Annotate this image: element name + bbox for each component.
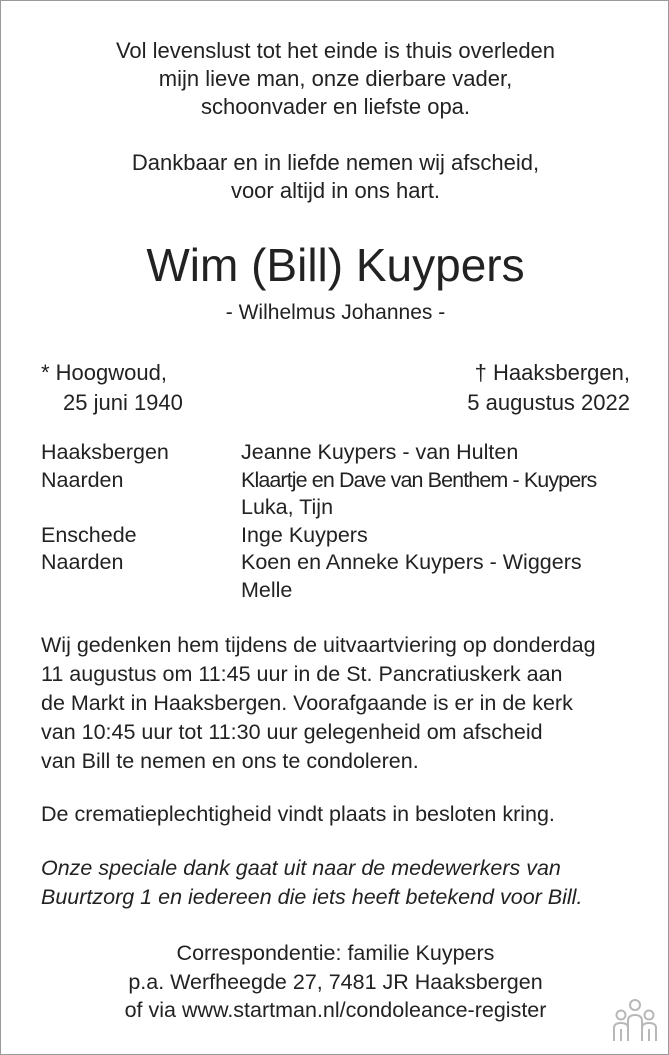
deceased-full-name: - Wilhelmus Johannes - [225, 301, 446, 324]
family-list [41, 439, 641, 604]
farewell-line: voor altijd in ons hart. [230, 178, 441, 203]
cremation-text: De crematieplechtigheid vindt plaats in besloten kring. [41, 802, 555, 826]
service-line: 11 augustus om 11:45 uur in de St. Pancratiuskerk aan [41, 662, 563, 686]
farewell-line: Dankbaar en in liefde nemen wij afscheid, [131, 150, 540, 175]
birth-place: * Hoogwoud, [41, 360, 167, 385]
correspondence-line: Correspondentie: familie Kuypers [176, 941, 495, 965]
intro-line: Vol levenslust tot het einde is thuis overleden [115, 38, 556, 63]
family-names: Koen en Anneke Kuypers - Wiggers [241, 550, 582, 574]
death-info [467, 358, 630, 418]
family-row [41, 522, 641, 550]
family-place [41, 494, 241, 522]
family-row [41, 467, 641, 495]
birth-date: 25 juni 1940 [63, 390, 183, 415]
correspondence-line: of via www.startman.nl/condoleance-register [124, 998, 547, 1022]
family-place: Naarden [41, 467, 124, 492]
gratitude-line: Onze speciale dank gaat uit naar de medewerkers van [41, 856, 561, 880]
family-row [41, 494, 641, 522]
birth-info [41, 358, 183, 418]
service-line: van Bill te nemen en ons te condoleren. [41, 749, 419, 773]
family-names: Jeanne Kuypers - van Hulten [241, 440, 519, 464]
correspondence-address [1, 939, 669, 1025]
family-place: Haaksbergen [41, 440, 169, 464]
intro-text [1, 37, 669, 121]
family-place: Enschede [41, 522, 137, 547]
family-names: Inge Kuypers [241, 522, 368, 547]
family-row [41, 439, 641, 467]
people-group-icon [609, 997, 661, 1043]
gratitude-text [41, 854, 582, 912]
gratitude-line: Buurtzorg 1 en iedereen die iets heeft betekend voor Bill. [41, 885, 583, 909]
death-place: † Haaksbergen, [474, 360, 630, 385]
farewell-text [1, 149, 669, 205]
family-place [41, 577, 241, 605]
family-row [41, 577, 641, 605]
intro-line: schoonvader en liefste opa. [200, 94, 471, 119]
family-names: Melle [241, 577, 293, 602]
family-row [41, 549, 641, 577]
service-line: van 10:45 uur tot 11:30 uur gelegenheid om afscheid [41, 720, 543, 744]
funeral-service-text [41, 631, 641, 776]
family-place: Naarden [41, 550, 124, 574]
family-names: Luka, Tijn [241, 495, 334, 519]
service-line: de Markt in Haaksbergen. Voorafgaande is er in de kerk [41, 691, 573, 715]
family-names: Klaartje en Dave van Benthem - Kuypers [241, 467, 597, 492]
intro-line: mijn lieve man, onze dierbare vader, [158, 66, 513, 91]
death-date: 5 augustus 2022 [467, 390, 630, 415]
correspondence-line: p.a. Werfheegde 27, 7481 JR Haaksbergen [128, 969, 543, 994]
deceased-name: Wim (Bill) Kuypers [146, 239, 525, 291]
service-line: Wij gedenken hem tijdens de uitvaartviering op donderdag [41, 633, 596, 657]
